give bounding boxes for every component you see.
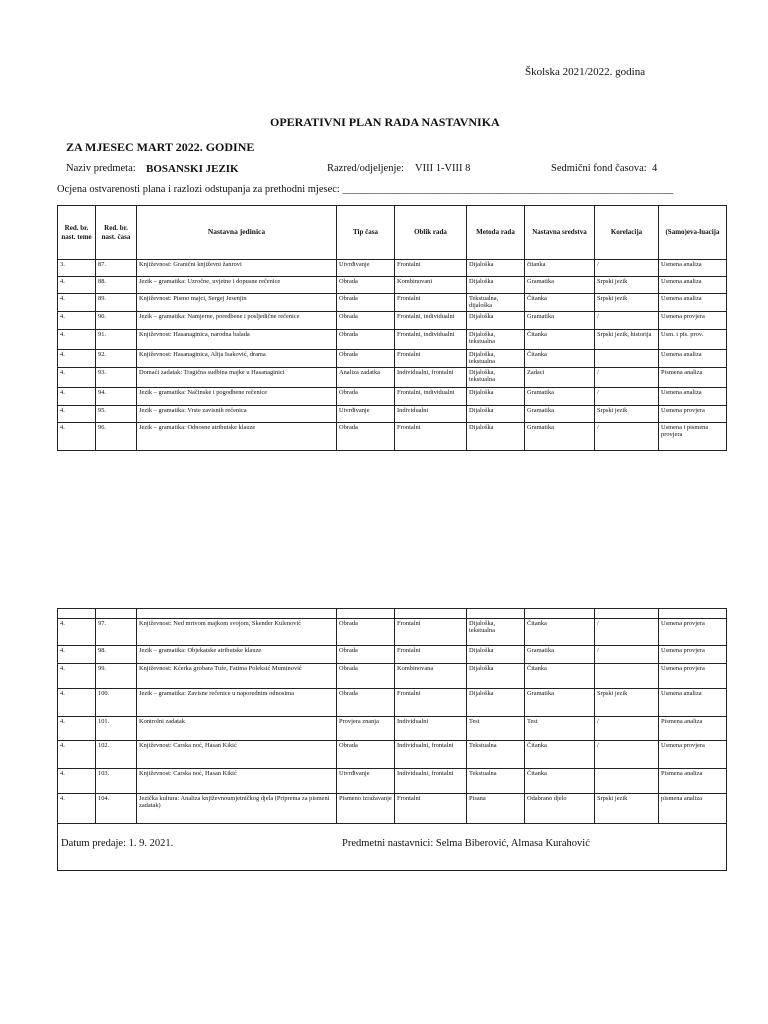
type-cell: Obrada xyxy=(337,422,395,450)
theme-no-cell: 4. xyxy=(58,422,96,450)
unit-cell: Jezik – gramatika: Zavisne rečenice u naporednim odnosima xyxy=(137,689,337,717)
form-cell: Frontalni, individualni xyxy=(395,312,467,330)
method-cell: Tekstualna, dijaloška xyxy=(467,294,525,312)
method-cell: Dijaloška xyxy=(467,277,525,294)
theme-no-cell: 4. xyxy=(58,619,96,646)
resources-cell: Gramatika xyxy=(525,387,595,405)
evaluation-cell: Usmena analiza xyxy=(659,350,727,368)
form-cell: Frontalni xyxy=(395,646,467,664)
table-row xyxy=(58,294,727,312)
lesson-no-cell: 102. xyxy=(96,741,137,769)
table-row xyxy=(58,387,727,405)
theme-no-cell: 4. xyxy=(58,794,96,824)
correlation-cell: / xyxy=(595,619,659,646)
theme-no-cell: 4. xyxy=(58,405,96,422)
correlation-cell: Srpski jezik xyxy=(595,277,659,294)
resources-cell: Čitanka xyxy=(525,769,595,794)
type-cell: Provjera znanja xyxy=(337,717,395,741)
form-cell: Kombinovani xyxy=(395,277,467,294)
theme-no-cell: 4. xyxy=(58,664,96,689)
table-row xyxy=(58,741,727,769)
method-cell: Dijaloška xyxy=(467,422,525,450)
table-row xyxy=(58,794,727,824)
table-row xyxy=(58,619,727,646)
form-cell: Frontalni xyxy=(395,422,467,450)
evaluation-cell: Usm. i pis. prov. xyxy=(659,330,727,350)
correlation-cell: / xyxy=(595,717,659,741)
evaluation-cell: Usmena provjera xyxy=(659,312,727,330)
form-cell: Frontalni xyxy=(395,619,467,646)
method-cell: Tekstualna xyxy=(467,741,525,769)
col-theme-no: Red. br. nast. teme xyxy=(58,206,96,260)
theme-no-cell: 4. xyxy=(58,277,96,294)
evaluation-cell: Pismena analiza xyxy=(659,717,727,741)
unit-cell: Književnost: Granični književni žanrovi xyxy=(137,260,337,277)
resources-cell: Odabrano djelo xyxy=(525,794,595,824)
method-cell: Dijaloška xyxy=(467,405,525,422)
theme-no-cell: 3. xyxy=(58,260,96,277)
evaluation-cell: pismena analiza xyxy=(659,794,727,824)
resources-cell: Čitanka xyxy=(525,294,595,312)
table-row xyxy=(58,717,727,741)
theme-no-cell: 4. xyxy=(58,741,96,769)
submission-date: Datum predaje: 1. 9. 2021. xyxy=(61,838,174,849)
lesson-no-cell: 90. xyxy=(96,312,137,330)
lesson-no-cell: 88. xyxy=(96,277,137,294)
document-title: OPERATIVNI PLAN RADA NASTAVNIKA xyxy=(270,115,500,129)
type-cell: Obrada xyxy=(337,330,395,350)
unit-cell: Književnost: Carska noć, Hasan Kikić xyxy=(137,741,337,769)
type-cell: Obrada xyxy=(337,277,395,294)
form-cell: Frontalni, individualni xyxy=(395,387,467,405)
form-cell: Frontalni xyxy=(395,350,467,368)
type-cell: Obrada xyxy=(337,689,395,717)
resources-cell: Gramatika xyxy=(525,405,595,422)
unit-cell: Književnost: Pismo majci, Sergej Jesenjin xyxy=(137,294,337,312)
evaluation-cell: Usmena provjera xyxy=(659,741,727,769)
method-cell: Dijaloška, tekstualna xyxy=(467,330,525,350)
unit-cell: Jezička kultura: Analiza književnoumjetničkog djela (Priprema za pismeni zadatak) xyxy=(137,794,337,824)
form-cell: Individualni, frontalni xyxy=(395,367,467,387)
table-row xyxy=(58,350,727,368)
table-row xyxy=(58,664,727,689)
col-resources: Nastavna sredstva xyxy=(525,206,595,260)
col-correlation: Korelacija xyxy=(595,206,659,260)
school-year: Školska 2021/2022. godina xyxy=(525,66,646,78)
type-cell: Obrada xyxy=(337,294,395,312)
type-cell: Obrada xyxy=(337,312,395,330)
table-row xyxy=(58,312,727,330)
correlation-cell: / xyxy=(595,367,659,387)
assessment-line: Ocjena ostvarenosti plana i razlozi odstupanja za prethodni mjesec: _______________________________________________________________ xyxy=(57,184,674,195)
theme-no-cell: 4. xyxy=(58,294,96,312)
table-row xyxy=(58,260,727,277)
lesson-no-cell: 95. xyxy=(96,405,137,422)
theme-no-cell: 4. xyxy=(58,330,96,350)
form-cell: Individualni xyxy=(395,405,467,422)
theme-no-cell: 4. xyxy=(58,387,96,405)
plan-table-page-1 xyxy=(57,205,727,451)
unit-cell: Književnost: Hasanaginica, Alija Isaković, drama xyxy=(137,350,337,368)
correlation-cell: Srpski jezik, historija xyxy=(595,330,659,350)
unit-cell: Književnost: Kćerka grobara Tufe, Fatima Poleksić Muminović xyxy=(137,664,337,689)
evaluation-cell: Usmena provjera xyxy=(659,646,727,664)
method-cell: Dijaloška xyxy=(467,312,525,330)
type-cell: Obrada xyxy=(337,350,395,368)
method-cell: Dijaloška xyxy=(467,664,525,689)
lesson-no-cell: 101. xyxy=(96,717,137,741)
theme-no-cell: 4. xyxy=(58,717,96,741)
table-row xyxy=(58,405,727,422)
col-unit: Nastavna jedinica xyxy=(137,206,337,260)
type-cell: Utvrđivanje xyxy=(337,260,395,277)
correlation-cell: Srpski jezik xyxy=(595,405,659,422)
evaluation-cell: Usmena analiza xyxy=(659,294,727,312)
unit-cell: Kontrolni zadatak xyxy=(137,717,337,741)
correlation-cell: / xyxy=(595,422,659,450)
theme-no-cell: 4. xyxy=(58,646,96,664)
correlation-cell: / xyxy=(595,646,659,664)
month-heading: ZA MJESEC MART 2022. GODINE xyxy=(66,140,255,154)
lesson-no-cell: 92. xyxy=(96,350,137,368)
weekly-hours-label: Sedmični fond časova: xyxy=(551,163,647,174)
evaluation-cell: Usmena analiza xyxy=(659,277,727,294)
correlation-cell: / xyxy=(595,260,659,277)
type-cell: Utvrđivanje xyxy=(337,769,395,794)
col-type: Tip časa xyxy=(337,206,395,260)
class-value: VIII 1-VIII 8 xyxy=(415,163,471,174)
unit-cell: Jezik – gramatika: Načinske i pogodbene rečenice xyxy=(137,387,337,405)
theme-no-cell: 4. xyxy=(58,769,96,794)
unit-cell: Jezik – gramatika: Uzročne, uvjetne i dopusne rečenice xyxy=(137,277,337,294)
lesson-no-cell: 103. xyxy=(96,769,137,794)
lesson-no-cell: 104. xyxy=(96,794,137,824)
resources-cell: Čitanka xyxy=(525,619,595,646)
col-lesson-no: Red. br. nast. časa xyxy=(96,206,137,260)
type-cell: Obrada xyxy=(337,646,395,664)
method-cell: Test xyxy=(467,717,525,741)
method-cell: Dijaloška, tekstualna xyxy=(467,350,525,368)
footer-cell xyxy=(58,824,727,871)
resources-cell: Čitanka xyxy=(525,664,595,689)
subject-label: Naziv predmeta: xyxy=(66,163,136,174)
method-cell: Dijaloška xyxy=(467,646,525,664)
correlation-cell: Srpski jezik xyxy=(595,689,659,717)
col-method: Metoda rada xyxy=(467,206,525,260)
col-evaluation: (Samo)eva-luacija xyxy=(659,206,727,260)
header-row xyxy=(58,206,727,260)
lesson-no-cell: 93. xyxy=(96,367,137,387)
weekly-hours-value: 4 xyxy=(652,163,658,174)
theme-no-cell: 4. xyxy=(58,350,96,368)
form-cell: Kombinovana xyxy=(395,664,467,689)
resources-cell: Čitanka xyxy=(525,330,595,350)
table-row xyxy=(58,367,727,387)
table-row xyxy=(58,422,727,450)
table-row xyxy=(58,330,727,350)
resources-cell: Gramatika xyxy=(525,689,595,717)
class-label: Razred/odjeljenje: xyxy=(327,163,404,174)
subject-value: BOSANSKI JEZIK xyxy=(146,163,239,175)
unit-cell: Jezik – gramatika: Namjerne, poredbene i posljedične rečenice xyxy=(137,312,337,330)
evaluation-cell: Usmena provjera xyxy=(659,619,727,646)
method-cell: Dijaloška xyxy=(467,387,525,405)
lesson-no-cell: 87. xyxy=(96,260,137,277)
method-cell: Dijaloška xyxy=(467,689,525,717)
method-cell: Dijaloška xyxy=(467,260,525,277)
resources-cell: Čitanka xyxy=(525,741,595,769)
correlation-cell xyxy=(595,350,659,368)
table-row xyxy=(58,769,727,794)
correlation-cell: / xyxy=(595,312,659,330)
correlation-cell xyxy=(595,664,659,689)
lesson-no-cell: 99. xyxy=(96,664,137,689)
evaluation-cell: Usmena analiza xyxy=(659,689,727,717)
resources-cell: Zadaci xyxy=(525,367,595,387)
plan-table-page-2 xyxy=(57,608,727,871)
unit-cell: Književnost: Hasanaginica, narodna balada xyxy=(137,330,337,350)
method-cell: Pisana xyxy=(467,794,525,824)
correlation-cell: Srpski jezik xyxy=(595,794,659,824)
theme-no-cell: 4. xyxy=(58,312,96,330)
unit-cell: Domaći zadatak: Tragična sudbina majke u Hasanaginici xyxy=(137,367,337,387)
form-cell: Frontalni xyxy=(395,260,467,277)
evaluation-cell: Usmena provjera xyxy=(659,664,727,689)
method-cell: Tekstualna xyxy=(467,769,525,794)
lesson-no-cell: 100. xyxy=(96,689,137,717)
lesson-no-cell: 94. xyxy=(96,387,137,405)
table-row xyxy=(58,277,727,294)
table-row xyxy=(58,646,727,664)
form-cell: Frontalni, individualni xyxy=(395,330,467,350)
footer-row xyxy=(58,824,727,871)
form-cell: Individualni xyxy=(395,717,467,741)
correlation-cell: / xyxy=(595,741,659,769)
teachers: Predmetni nastavnici: Selma Biberović, Almasa Kurahović xyxy=(342,838,590,849)
evaluation-cell: Usmena analiza xyxy=(659,387,727,405)
form-cell: Frontalni xyxy=(395,294,467,312)
lesson-no-cell: 96. xyxy=(96,422,137,450)
correlation-cell xyxy=(595,769,659,794)
unit-cell: Književnost: Ned mrtvom majkom svojom, Skender Kulenović xyxy=(137,619,337,646)
evaluation-cell: Usmena analiza xyxy=(659,260,727,277)
lesson-no-cell: 98. xyxy=(96,646,137,664)
type-cell: Obrada xyxy=(337,741,395,769)
theme-no-cell: 4. xyxy=(58,367,96,387)
col-form: Oblik rada xyxy=(395,206,467,260)
method-cell: Dijaloška, tekstualna xyxy=(467,619,525,646)
form-cell: Individualni, frontalni xyxy=(395,741,467,769)
evaluation-cell: Pismena analiza xyxy=(659,769,727,794)
empty-header-row xyxy=(58,609,727,619)
table-row xyxy=(58,689,727,717)
unit-cell: Jezik – gramatika: Objekatske atributske klauze xyxy=(137,646,337,664)
resources-cell: Gramatika xyxy=(525,312,595,330)
unit-cell: Književnost: Carska noć, Hasan Kikić xyxy=(137,769,337,794)
resources-cell: čitanka xyxy=(525,260,595,277)
resources-cell: Gramatika xyxy=(525,422,595,450)
correlation-cell: / xyxy=(595,387,659,405)
evaluation-cell: Pismena analiza xyxy=(659,367,727,387)
form-cell: Frontalni xyxy=(395,689,467,717)
type-cell: Pismeno izražavanje xyxy=(337,794,395,824)
type-cell: Analiza zadatka xyxy=(337,367,395,387)
theme-no-cell: 4. xyxy=(58,689,96,717)
type-cell: Utvrđivanje xyxy=(337,405,395,422)
unit-cell: Jezik – gramatika: Odnosne atributske klauze xyxy=(137,422,337,450)
type-cell: Obrada xyxy=(337,387,395,405)
evaluation-cell: Usmena i pismena provjera xyxy=(659,422,727,450)
correlation-cell: Srpski jezik xyxy=(595,294,659,312)
lesson-no-cell: 89. xyxy=(96,294,137,312)
unit-cell: Jezik – gramatika: Vrste zavisnih rečenica xyxy=(137,405,337,422)
method-cell: Dijaloška, tekstualna xyxy=(467,367,525,387)
form-cell: Individualni, frontalni xyxy=(395,769,467,794)
lesson-no-cell: 91. xyxy=(96,330,137,350)
resources-cell: Čitanka xyxy=(525,350,595,368)
resources-cell: Test xyxy=(525,717,595,741)
resources-cell: Gramatika xyxy=(525,277,595,294)
evaluation-cell: Usmena provjera xyxy=(659,405,727,422)
type-cell: Obrada xyxy=(337,664,395,689)
form-cell: Frontalni xyxy=(395,794,467,824)
type-cell: Obrada xyxy=(337,619,395,646)
resources-cell: Gramatika xyxy=(525,646,595,664)
lesson-no-cell: 97. xyxy=(96,619,137,646)
